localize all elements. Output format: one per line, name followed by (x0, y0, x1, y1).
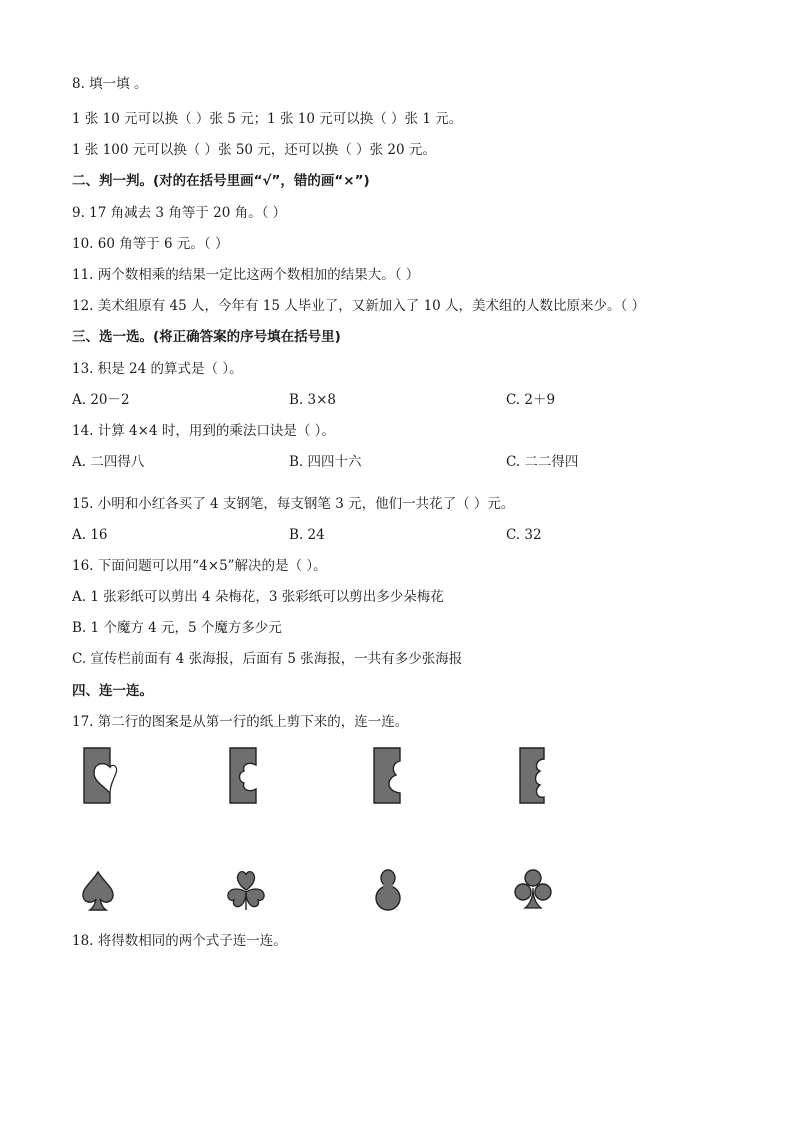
three-hearts-clover-icon (224, 866, 268, 914)
q9: 9. 17 角减去 3 角等于 20 角。（ ） (72, 205, 287, 221)
spade-pattern-icon (78, 868, 118, 914)
q13-option-c: C. 2＋9 (506, 392, 556, 408)
q14-option-b: B. 四四十六 (289, 454, 362, 470)
q15-option-c: C. 32 (506, 527, 542, 543)
q16-option-b: B. 1 个魔方 4 元，5 个魔方多少元 (72, 620, 282, 636)
q8-line1: 1 张 10 元可以换（ ）张 5 元；1 张 10 元可以换（ ）张 1 元。 (72, 111, 463, 127)
q12: 12. 美术组原有 45 人，今年有 15 人毕业了，又新加入了 10 人，美术组的人数比原来少。（ ） (72, 298, 646, 314)
paper-cut-club-shape (516, 745, 556, 807)
section-4-heading: 四、连一连。 (72, 683, 153, 699)
q16-option-c: C. 宣传栏前面有 4 张海报，后面有 5 张海报，一共有多少张海报 (72, 651, 463, 667)
q13-stem: 13. 积是 24 的算式是（ ）。 (72, 361, 243, 377)
club-pattern-icon (512, 866, 554, 914)
q18-stem: 18. 将得数相同的两个式子连一连。 (72, 933, 287, 949)
q8-line2: 1 张 100 元可以换（ ）张 50 元，还可以换（ ）张 20 元。 (72, 142, 436, 158)
q14-option-a: A. 二四得八 (72, 454, 145, 470)
paper-cut-clover-shape (226, 745, 266, 807)
q14-stem: 14. 计算 4×4 时，用到的乘法口诀是（ ）。 (72, 423, 335, 439)
q14-option-c: C. 二二得四 (506, 454, 579, 470)
q15-option-a: A. 16 (72, 527, 108, 543)
q13-option-a: A. 20－2 (72, 392, 130, 408)
paper-cut-gourd-shape (370, 745, 410, 807)
q8-title: 8. 填一填 。 (72, 76, 148, 92)
q16-stem: 16. 下面问题可以用“4×5”解决的是（ ）。 (72, 558, 327, 574)
q11: 11. 两个数相乘的结果一定比这两个数相加的结果大。（ ） (72, 267, 420, 283)
q17-stem: 17. 第二行的图案是从第一行的纸上剪下来的，连一连。 (72, 714, 409, 730)
section-3-heading: 三、选一选。(将正确答案的序号填在括号里) (72, 329, 341, 345)
q13-option-b: B. 3×8 (289, 392, 336, 408)
section-2-heading: 二、判一判。(对的在括号里画“√”，错的画“×”) (72, 173, 370, 189)
q16-option-a: A. 1 张彩纸可以剪出 4 朵梅花，3 张彩纸可以剪出多少朵梅花 (72, 589, 444, 605)
paper-cut-heart-shape (80, 745, 120, 807)
q15-stem: 15. 小明和小红各买了 4 支钢笔，每支钢笔 3 元，他们一共花了（ ）元。 (72, 496, 515, 512)
gourd-pattern-icon (370, 866, 406, 914)
q10: 10. 60 角等于 6 元。（ ） (72, 236, 229, 252)
q15-option-b: B. 24 (289, 527, 325, 543)
